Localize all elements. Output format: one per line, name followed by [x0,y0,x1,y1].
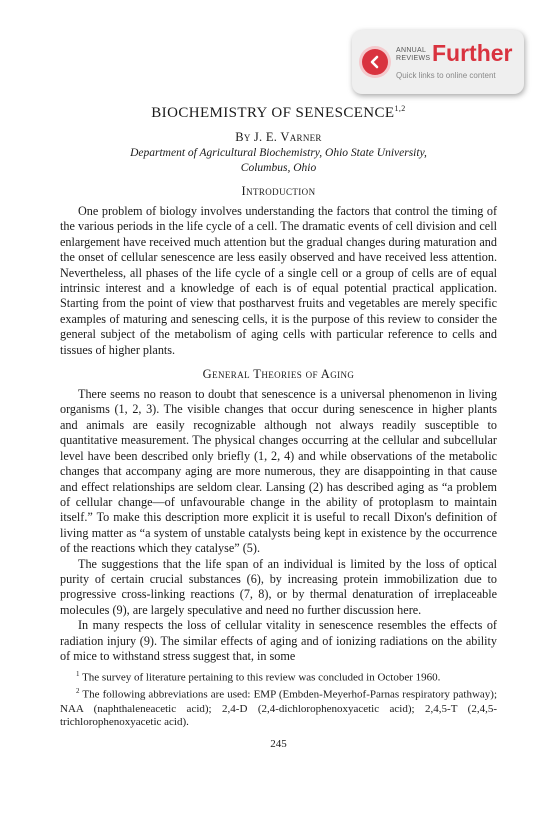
footnotes [60,668,497,729]
author-prefix: By [235,130,251,144]
footnote-2: $^2$ The following abbreviations are used: EMP (Embden-Meyerhof-Parnas respiratory pathway); NAA (naphthaleneacetic acid); 2,4-D (2,4-dichlorophenoxyacetic acid); 2,4,5-T (2,4,5-trichlorophenoxyacetic acid). [60,687,497,728]
annual-reviews-further-banner[interactable] [352,30,524,94]
paragraph: The suggestions that the life span of an individual is limited by the loss of optical purity of certain crucial substances (6), by increasing protein immobilization due to progressive cross-linking reactions (7, 8), or by thermal denaturation of irreplaceable molecules (9), are largely speculative and need no further discussion here. [60,556,497,617]
annual-reviews-label: ANNUAL REVIEWS [396,47,431,62]
author-line [60,130,497,145]
page-number: 245 [270,738,287,751]
section-heading-general-theories: General Theories of Aging [202,367,355,382]
article-page [60,104,497,750]
article-title: BIOCHEMISTRY OF SENESCENCE$^{1,2}$ [151,104,406,121]
affiliation-line-1: Department of Agricultural Biochemistry, Ohio State University, [130,147,427,159]
author-name: J. E. Varner [253,130,322,144]
quick-links-label: Quick links to online content [396,71,496,80]
arrow-left-icon [362,49,388,75]
affiliation-line-2: Columbus, Ohio [240,162,317,174]
paragraph: In many respects the loss of cellular vitality in senescence resembles the effects of radiation injury (9). The similar effects of aging and of ionizing radiations on the ability of mice to withstand stress suggest that, in some [60,618,497,663]
paragraph: One problem of biology involves understanding the factors that control the timing of the various periods in the life cycle of a cell. The dramatic events of cell division and cell enlargement have received much attention but the gradual changes during maturation and the onset of cellular senescence are less easily observed and have received less attention. Nevertheless, all phases of the life cycle of a single cell or a group of cells are of equal intrinsic interest and a knowledge of each is of equal potential practical application. Starting from the point of view that postharvest fruits and vegetables are merely specific examples of maturing and senescing cells, it is the purpose of this review to consider the general subject of the metabolism of aging cells with particular reference to cells and tissues of higher plants. [60,204,497,357]
footnote-1: $^1$ The survey of literature pertaining to this review was concluded in October 1960. [76,670,441,685]
title-footnote-marks: 1,2 [394,104,406,113]
further-label: Further [432,40,513,66]
paragraph: There seems no reason to doubt that senescence is a universal phenomenon in living organisms (1, 2, 3). The visible changes that occur during senescence in higher plants and animals are easily recognizable although not always readily susceptible to quantitative measurement. The physical changes occurring at the cellular and subcellular level have been described only briefly (1, 2, 4) and while observations of the metabolic changes that accompany aging are more numerous, they are disappointing in that cause and effect relationships are seldom clear. Lansing (2) has described aging as “a problem of cellular change—of unfavourable change in the ability of protoplasm to maintain itself.” To make this description more explicit it is useful to recall Dixon's definition of living matter as “a system of unstable catalysts being kept in existence by the occurrence of the reactions which they catalyse” (5). [60,387,497,556]
section-heading-introduction: Introduction [241,184,316,198]
